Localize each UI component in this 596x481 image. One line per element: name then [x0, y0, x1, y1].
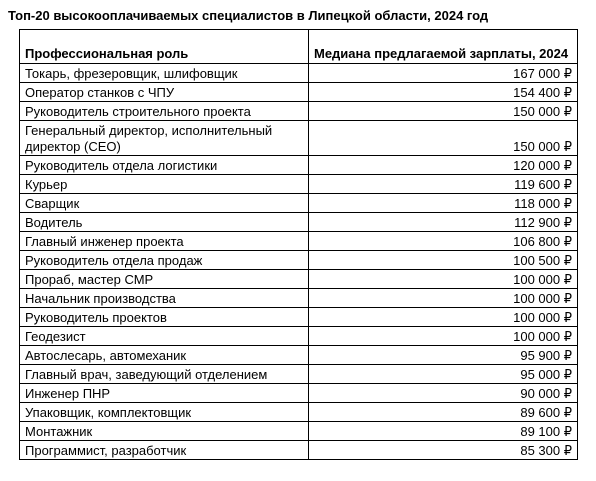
row-role: Инженер ПНР [20, 384, 309, 403]
row-role: Сварщик [20, 194, 309, 213]
row-salary: 89 100 ₽ [309, 422, 578, 441]
row-role: Водитель [20, 213, 309, 232]
table-row [20, 403, 578, 422]
row-role: Автослесарь, автомеханик [20, 346, 309, 365]
row-salary: 100 000 ₽ [309, 289, 578, 308]
table-row [20, 270, 578, 289]
table-row [20, 83, 578, 102]
row-role: Руководитель отдела логистики [20, 156, 309, 175]
row-salary: 100 000 ₽ [309, 308, 578, 327]
table-row [20, 308, 578, 327]
header-row [20, 30, 578, 64]
salary-table [19, 29, 578, 460]
row-salary: 120 000 ₽ [309, 156, 578, 175]
row-salary: 150 000 ₽ [309, 102, 578, 121]
row-role: Упаковщик, комплектовщик [20, 403, 309, 422]
table-row [20, 194, 578, 213]
table-row [20, 121, 578, 156]
row-salary: 89 600 ₽ [309, 403, 578, 422]
table-row [20, 327, 578, 346]
table-row [20, 102, 578, 121]
row-salary: 100 000 ₽ [309, 270, 578, 289]
table-row [20, 213, 578, 232]
row-salary: 100 000 ₽ [309, 327, 578, 346]
row-salary: 95 000 ₽ [309, 365, 578, 384]
row-salary: 167 000 ₽ [309, 64, 578, 83]
header-salary: Медиана предлагаемой зарплаты, 2024 [309, 30, 578, 64]
header-role: Профессиональная роль [20, 30, 309, 64]
row-salary: 112 900 ₽ [309, 213, 578, 232]
row-salary: 106 800 ₽ [309, 232, 578, 251]
row-role: Монтажник [20, 422, 309, 441]
row-salary: 154 400 ₽ [309, 83, 578, 102]
row-role: Оператор станков с ЧПУ [20, 83, 309, 102]
table-row [20, 289, 578, 308]
row-salary: 100 500 ₽ [309, 251, 578, 270]
table-body [20, 64, 578, 460]
row-role: Генеральный директор, исполнительный директор (CEO) [20, 121, 309, 156]
table-row [20, 64, 578, 83]
table-row [20, 384, 578, 403]
table-row [20, 156, 578, 175]
row-salary: 95 900 ₽ [309, 346, 578, 365]
row-salary: 119 600 ₽ [309, 175, 578, 194]
row-salary: 118 000 ₽ [309, 194, 578, 213]
row-role: Геодезист [20, 327, 309, 346]
row-role: Токарь, фрезеровщик, шлифовщик [20, 64, 309, 83]
row-salary: 85 300 ₽ [309, 441, 578, 460]
document-title: Топ-20 высокооплачиваемых специалистов в Липецкой области, 2024 год [8, 8, 489, 23]
row-role: Начальник производства [20, 289, 309, 308]
table-row [20, 251, 578, 270]
row-role: Главный инженер проекта [20, 232, 309, 251]
row-role: Курьер [20, 175, 309, 194]
table-row [20, 346, 578, 365]
row-role: Главный врач, заведующий отделением [20, 365, 309, 384]
table-header [20, 30, 578, 64]
table-row [20, 365, 578, 384]
row-salary: 150 000 ₽ [309, 121, 578, 156]
row-role: Руководитель отдела продаж [20, 251, 309, 270]
row-role: Руководитель строительного проекта [20, 102, 309, 121]
table-row [20, 232, 578, 251]
table-row [20, 422, 578, 441]
table-row [20, 175, 578, 194]
row-role: Руководитель проектов [20, 308, 309, 327]
row-role: Программист, разработчик [20, 441, 309, 460]
row-role: Прораб, мастер СМР [20, 270, 309, 289]
table-row [20, 441, 578, 460]
row-salary: 90 000 ₽ [309, 384, 578, 403]
